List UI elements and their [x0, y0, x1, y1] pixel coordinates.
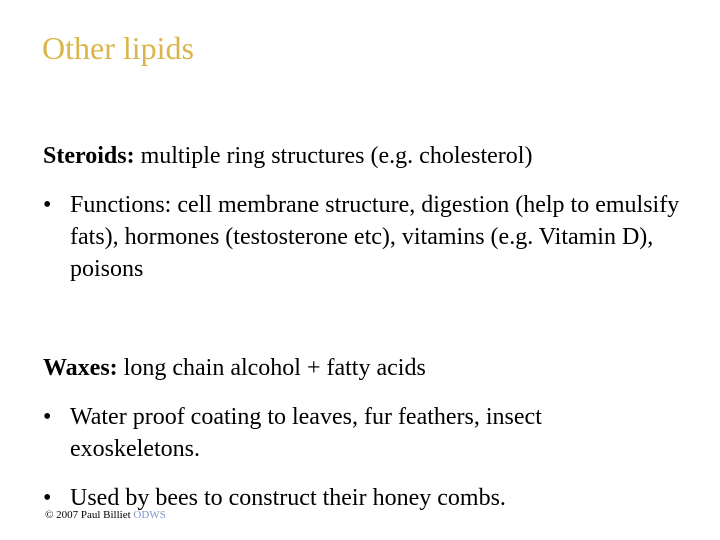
waxes-description: long chain alcohol + fatty acids — [117, 355, 426, 381]
credit-link[interactable]: ODWS — [133, 509, 166, 521]
bullet-glyph: • — [43, 404, 52, 430]
waxes-heading: Waxes: — [43, 355, 118, 381]
copyright-credit — [45, 509, 166, 521]
bullet-item — [43, 401, 643, 465]
credit-text: © 2007 Paul Billiet — [45, 509, 131, 521]
steroids-heading-line — [43, 140, 532, 172]
waxes-heading-line — [43, 352, 426, 384]
bullet-text-waterproof: Water proof coating to leaves, fur feathers, insect exoskeletons. — [70, 404, 542, 462]
bullet-glyph: • — [43, 192, 52, 218]
bullet-text-bees: Used by bees to construct their honey combs. — [70, 485, 506, 511]
steroids-heading: Steroids: — [43, 143, 135, 169]
bullet-item — [43, 189, 703, 285]
slide-title: Other lipids — [42, 30, 194, 66]
steroids-description: multiple ring structures (e.g. cholesterol) — [134, 143, 533, 169]
bullet-glyph: • — [43, 485, 52, 511]
bullet-text-functions: Functions: cell membrane structure, digestion (help to emulsify fats), hormones (testosterone etc), vitamins (e.g. Vitamin D), poisons — [70, 192, 680, 282]
